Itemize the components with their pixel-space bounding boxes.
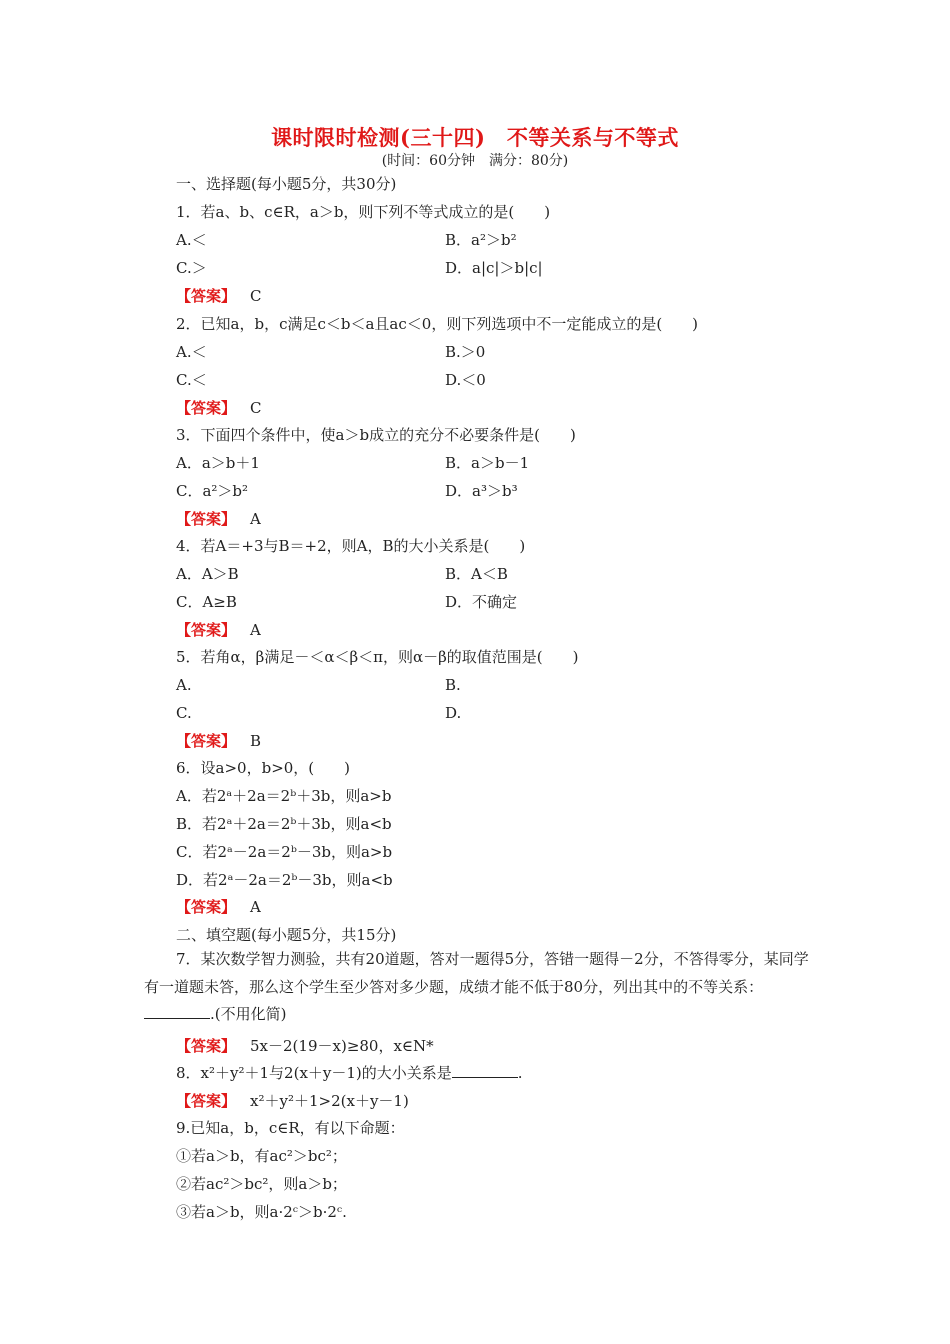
question-4-option-d: D．不确定 xyxy=(445,593,518,611)
question-4-answer xyxy=(176,620,261,640)
answer-label: 【答案】 xyxy=(176,399,237,417)
question-1-option-c: C.＞ xyxy=(176,259,207,277)
answer-label: 【答案】 xyxy=(176,287,237,305)
question-3-option-a: A．a＞b＋1 xyxy=(176,454,260,472)
answer-value: A xyxy=(250,621,261,639)
answer-value: A xyxy=(250,898,261,916)
question-2-option-d: D.＜0 xyxy=(445,371,486,389)
answer-value: A xyxy=(250,510,261,528)
question-5-option-a: A. xyxy=(176,676,192,694)
question-6-answer xyxy=(176,897,261,917)
question-2-option-b: B.＞0 xyxy=(445,343,486,361)
question-5-option-c: C. xyxy=(176,704,192,722)
question-1-option-b: B．a²＞b² xyxy=(445,231,517,249)
question-8 xyxy=(176,1063,523,1083)
question-6-option-c: C．若2ᵃ－2a＝2ᵇ－3b，则a>b xyxy=(176,843,393,861)
answer-blank xyxy=(144,1004,210,1019)
question-5-option-d: D. xyxy=(445,704,462,722)
question-2-answer xyxy=(176,398,262,418)
answer-label: 【答案】 xyxy=(176,621,237,639)
question-3-option-c: C．a²＞b² xyxy=(176,482,249,500)
question-9-proposition-1: ①若a＞b，有ac²＞bc²； xyxy=(176,1147,347,1165)
question-3-option-b: B．a＞b－1 xyxy=(445,454,530,472)
section-heading-fill: 二、填空题(每小题5分，共15分) xyxy=(176,926,397,944)
answer-value: x²＋y²＋1>2(x＋y－1) xyxy=(250,1092,409,1110)
question-7-text: 7．某次数学智力测验，共有20道题，答对一题得5分，答错一题得－2分，不答得零分，某同学有一道题未答，那么这个学生至少答对多少题，成绩才能不低于80分，列出其中的不等关系： xyxy=(144,950,809,996)
answer-value: C xyxy=(250,287,262,305)
answer-label: 【答案】 xyxy=(176,898,237,916)
question-7-tail: .(不用化简) xyxy=(210,1005,287,1023)
question-1-answer xyxy=(176,286,262,306)
section-heading-choice: 一、选择题(每小题5分，共30分) xyxy=(176,175,397,193)
answer-label: 【答案】 xyxy=(176,510,237,528)
question-2-option-c: C.＜ xyxy=(176,371,207,389)
question-6-option-a: A．若2ᵃ＋2a＝2ᵇ＋3b，则a>b xyxy=(176,787,392,805)
question-3-stem: 3．下面四个条件中，使a＞b成立的充分不必要条件是( ) xyxy=(176,426,576,444)
question-8-tail: . xyxy=(517,1064,523,1082)
question-5-answer xyxy=(176,731,261,751)
question-4-option-b: B．A＜B xyxy=(445,565,508,583)
answer-blank xyxy=(452,1063,518,1078)
question-6-option-b: B．若2ᵃ＋2a＝2ᵇ＋3b，则a<b xyxy=(176,815,392,833)
question-9-stem: 9.已知a，b，c∈R，有以下命题： xyxy=(176,1119,405,1137)
answer-value: C xyxy=(250,399,262,417)
answer-label: 【答案】 xyxy=(176,1092,237,1110)
question-5-stem: 5．若角α，β满足－＜α＜β＜π，则α－β的取值范围是( ) xyxy=(176,648,579,666)
question-8-answer xyxy=(176,1091,409,1111)
question-7 xyxy=(144,946,809,1029)
question-7-answer xyxy=(176,1036,434,1056)
question-2-option-a: A.＜ xyxy=(176,343,207,361)
question-4-option-a: A．A＞B xyxy=(176,565,239,583)
page-subtitle: (时间：60分钟 满分：80分) xyxy=(381,153,569,169)
question-9-proposition-3: ③若a＞b，则a·2ᶜ＞b·2ᶜ. xyxy=(176,1203,347,1221)
question-3-answer xyxy=(176,509,261,529)
question-4-stem: 4．若A＝+3与B＝+2，则A，B的大小关系是( ) xyxy=(176,537,526,555)
question-4-option-c: C．A≥B xyxy=(176,593,237,611)
answer-label: 【答案】 xyxy=(176,1037,237,1055)
question-9-proposition-2: ②若ac²＞bc²，则a＞b； xyxy=(176,1175,347,1193)
question-3-option-d: D．a³＞b³ xyxy=(445,482,518,500)
question-6-option-d: D．若2ᵃ－2a＝2ᵇ－3b，则a<b xyxy=(176,871,393,889)
answer-label: 【答案】 xyxy=(176,732,237,750)
question-1-option-a: A.＜ xyxy=(176,231,207,249)
question-5-option-b: B. xyxy=(445,676,461,694)
question-6-stem: 6．设a>0，b>0，( ) xyxy=(176,759,351,777)
answer-value: B xyxy=(250,732,262,750)
question-1-stem: 1．若a、b、c∈R，a＞b，则下列不等式成立的是( ) xyxy=(176,203,551,221)
question-2-stem: 2．已知a，b，c满足c＜b＜a且ac＜0，则下列选项中不一定能成立的是( ) xyxy=(176,315,699,333)
answer-value: 5x－2(19－x)≥80，x∈N* xyxy=(250,1037,434,1055)
page-title: 课时限时检测(三十四) 不等关系与不等式 xyxy=(271,125,679,150)
question-1-option-d: D．a|c|＞b|c| xyxy=(445,259,543,277)
question-8-text: 8．x²＋y²＋1与2(x＋y－1)的大小关系是 xyxy=(176,1064,452,1082)
